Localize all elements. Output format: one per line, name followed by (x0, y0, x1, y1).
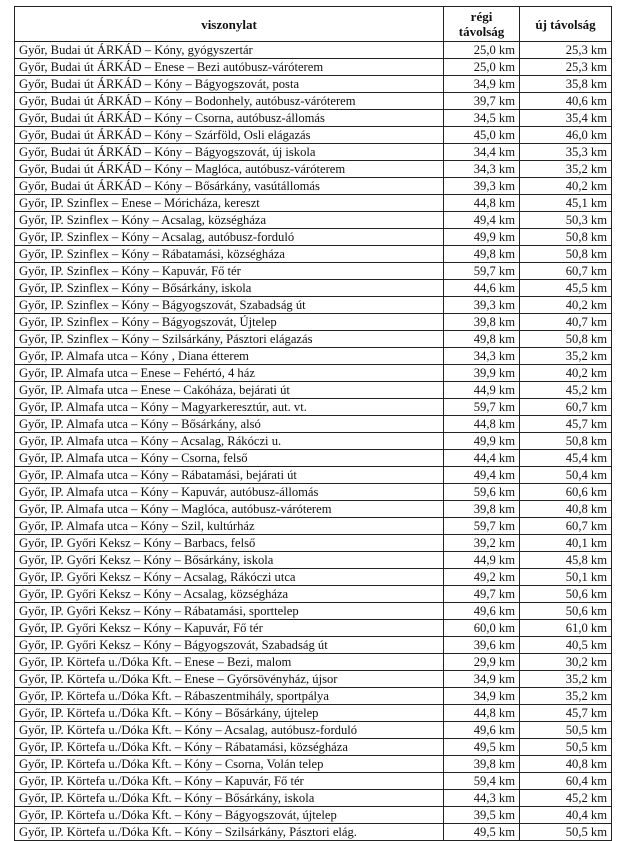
old-distance-cell: 59,4 km (444, 773, 520, 790)
new-distance-cell: 50,6 km (520, 586, 612, 603)
table-row (15, 518, 612, 535)
old-distance-cell: 34,9 km (444, 688, 520, 705)
table-row (15, 450, 612, 467)
new-distance-cell: 35,2 km (520, 688, 612, 705)
route-cell: Győr, Budai út ÁRKÁD – Kóny – Bodonhely, autóbusz-váróterem (15, 93, 444, 110)
old-distance-cell: 49,6 km (444, 603, 520, 620)
table-row (15, 59, 612, 76)
table-header (15, 7, 612, 42)
old-distance-cell: 25,0 km (444, 59, 520, 76)
table-row (15, 144, 612, 161)
route-cell: Győr, IP. Körtefa u./Dóka Kft. – Kóny – Csorna, Volán telep (15, 756, 444, 773)
old-distance-cell: 49,2 km (444, 569, 520, 586)
old-distance-cell: 59,7 km (444, 399, 520, 416)
old-distance-cell: 59,7 km (444, 518, 520, 535)
old-distance-cell: 44,9 km (444, 382, 520, 399)
new-distance-cell: 40,8 km (520, 756, 612, 773)
route-cell: Győr, IP. Szinflex – Kóny – Kapuvár, Fő tér (15, 263, 444, 280)
new-distance-cell: 25,3 km (520, 42, 612, 59)
table-row (15, 263, 612, 280)
new-distance-cell: 40,1 km (520, 535, 612, 552)
old-distance-cell: 25,0 km (444, 42, 520, 59)
table-row (15, 790, 612, 807)
route-cell: Győr, Budai út ÁRKÁD – Kóny – Bágyogszovát, posta (15, 76, 444, 93)
route-cell: Győr, IP. Körtefa u./Dóka Kft. – Kóny – Bősárkány, újtelep (15, 705, 444, 722)
route-cell: Győr, Budai út ÁRKÁD – Kóny, gyógyszertár (15, 42, 444, 59)
new-distance-cell: 60,7 km (520, 399, 612, 416)
old-distance-cell: 44,9 km (444, 552, 520, 569)
old-distance-cell: 34,5 km (444, 110, 520, 127)
route-cell: Győr, IP. Almafa utca – Enese – Fehértó, 4 ház (15, 365, 444, 382)
new-distance-cell: 45,7 km (520, 705, 612, 722)
header-route: viszonylat (15, 7, 444, 42)
old-distance-cell: 39,8 km (444, 314, 520, 331)
route-cell: Győr, IP. Győri Keksz – Kóny – Acsalag, községháza (15, 586, 444, 603)
route-cell: Győr, Budai út ÁRKÁD – Kóny – Csorna, autóbusz-állomás (15, 110, 444, 127)
route-cell: Győr, IP. Győri Keksz – Kóny – Rábatamási, sporttelep (15, 603, 444, 620)
old-distance-cell: 59,7 km (444, 263, 520, 280)
table-row (15, 603, 612, 620)
route-cell: Győr, Budai út ÁRKÁD – Enese – Bezi autóbusz-váróterem (15, 59, 444, 76)
new-distance-cell: 60,4 km (520, 773, 612, 790)
new-distance-cell: 50,8 km (520, 229, 612, 246)
table-row (15, 501, 612, 518)
table-row (15, 42, 612, 59)
route-cell: Győr, IP. Almafa utca – Kóny – Szil, kultúrház (15, 518, 444, 535)
route-cell: Győr, Budai út ÁRKÁD – Kóny – Bágyogszovát, új iskola (15, 144, 444, 161)
table-row (15, 331, 612, 348)
table-row (15, 620, 612, 637)
table-row (15, 314, 612, 331)
new-distance-cell: 40,4 km (520, 807, 612, 824)
route-cell: Győr, IP. Körtefa u./Dóka Kft. – Kóny – Acsalag, autóbusz-forduló (15, 722, 444, 739)
route-cell: Győr, IP. Szinflex – Kóny – Szilsárkány, Pásztori elágazás (15, 331, 444, 348)
table-row (15, 212, 612, 229)
old-distance-cell: 49,8 km (444, 331, 520, 348)
table-body (15, 42, 612, 841)
old-distance-cell: 39,3 km (444, 178, 520, 195)
old-distance-cell: 39,9 km (444, 365, 520, 382)
route-cell: Győr, IP. Körtefa u./Dóka Kft. – Kóny – Rábatamási, községháza (15, 739, 444, 756)
old-distance-cell: 39,5 km (444, 807, 520, 824)
route-cell: Győr, IP. Almafa utca – Kóny , Diana étterem (15, 348, 444, 365)
table-row (15, 195, 612, 212)
route-cell: Győr, IP. Szinflex – Kóny – Bágyogszovát, Újtelep (15, 314, 444, 331)
route-cell: Győr, IP. Körtefa u./Dóka Kft. – Kóny – Szilsárkány, Pásztori elág. (15, 824, 444, 841)
route-cell: Győr, IP. Győri Keksz – Kóny – Barbacs, felső (15, 535, 444, 552)
table-row (15, 467, 612, 484)
table-row (15, 739, 612, 756)
old-distance-cell: 34,9 km (444, 671, 520, 688)
old-distance-cell: 49,4 km (444, 212, 520, 229)
new-distance-cell: 40,2 km (520, 365, 612, 382)
table-row (15, 671, 612, 688)
new-distance-cell: 30,2 km (520, 654, 612, 671)
old-distance-cell: 34,3 km (444, 348, 520, 365)
table-row (15, 365, 612, 382)
new-distance-cell: 40,7 km (520, 314, 612, 331)
old-distance-cell: 34,3 km (444, 161, 520, 178)
route-cell: Győr, IP. Almafa utca – Kóny – Kapuvár, autóbusz-állomás (15, 484, 444, 501)
route-cell: Győr, IP. Körtefa u./Dóka Kft. – Kóny – Kapuvár, Fő tér (15, 773, 444, 790)
old-distance-cell: 44,8 km (444, 705, 520, 722)
header-new-distance: új távolság (520, 7, 612, 42)
route-cell: Győr, IP. Almafa utca – Kóny – Csorna, felső (15, 450, 444, 467)
table-row (15, 705, 612, 722)
new-distance-cell: 35,4 km (520, 110, 612, 127)
route-cell: Győr, IP. Szinflex – Kóny – Acsalag, községháza (15, 212, 444, 229)
new-distance-cell: 40,2 km (520, 297, 612, 314)
distance-table (14, 6, 612, 841)
table-row (15, 229, 612, 246)
table-row (15, 756, 612, 773)
old-distance-cell: 44,4 km (444, 450, 520, 467)
old-distance-cell: 45,0 km (444, 127, 520, 144)
table-row (15, 416, 612, 433)
old-distance-cell: 44,8 km (444, 195, 520, 212)
new-distance-cell: 45,7 km (520, 416, 612, 433)
route-cell: Győr, IP. Körtefa u./Dóka Kft. – Rábaszentmihály, sportpálya (15, 688, 444, 705)
old-distance-cell: 34,9 km (444, 76, 520, 93)
old-distance-cell: 44,6 km (444, 280, 520, 297)
new-distance-cell: 50,5 km (520, 824, 612, 841)
table-row (15, 348, 612, 365)
old-distance-cell: 44,3 km (444, 790, 520, 807)
new-distance-cell: 40,6 km (520, 93, 612, 110)
old-distance-cell: 49,8 km (444, 246, 520, 263)
new-distance-cell: 45,8 km (520, 552, 612, 569)
old-distance-cell: 49,5 km (444, 739, 520, 756)
route-cell: Győr, IP. Körtefa u./Dóka Kft. – Kóny – Bősárkány, iskola (15, 790, 444, 807)
table-row (15, 399, 612, 416)
table-row (15, 110, 612, 127)
table-row (15, 807, 612, 824)
table-row (15, 722, 612, 739)
new-distance-cell: 60,6 km (520, 484, 612, 501)
table-row (15, 654, 612, 671)
table-row (15, 569, 612, 586)
route-cell: Győr, IP. Szinflex – Enese – Móricháza, kereszt (15, 195, 444, 212)
new-distance-cell: 50,8 km (520, 246, 612, 263)
route-cell: Győr, Budai út ÁRKÁD – Kóny – Maglóca, autóbusz-váróterem (15, 161, 444, 178)
old-distance-cell: 39,8 km (444, 756, 520, 773)
table-row (15, 127, 612, 144)
new-distance-cell: 40,5 km (520, 637, 612, 654)
old-distance-cell: 49,9 km (444, 229, 520, 246)
route-cell: Győr, IP. Szinflex – Kóny – Rábatamási, községháza (15, 246, 444, 263)
old-distance-cell: 49,7 km (444, 586, 520, 603)
route-cell: Győr, IP. Almafa utca – Kóny – Acsalag, Rákóczi u. (15, 433, 444, 450)
new-distance-cell: 46,0 km (520, 127, 612, 144)
old-distance-cell: 39,8 km (444, 501, 520, 518)
new-distance-cell: 45,2 km (520, 382, 612, 399)
old-distance-cell: 39,7 km (444, 93, 520, 110)
table-row (15, 535, 612, 552)
route-cell: Győr, IP. Győri Keksz – Kóny – Kapuvár, Fő tér (15, 620, 444, 637)
route-cell: Győr, IP. Győri Keksz – Kóny – Bősárkány, iskola (15, 552, 444, 569)
old-distance-cell: 39,3 km (444, 297, 520, 314)
table-row (15, 280, 612, 297)
table-row (15, 824, 612, 841)
table-row (15, 382, 612, 399)
header-row (15, 7, 612, 42)
route-cell: Győr, IP. Almafa utca – Enese – Cakóháza, bejárati út (15, 382, 444, 399)
table-row (15, 688, 612, 705)
route-cell: Győr, IP. Szinflex – Kóny – Bágyogszovát, Szabadság út (15, 297, 444, 314)
route-cell: Győr, Budai út ÁRKÁD – Kóny – Szárföld, Osli elágazás (15, 127, 444, 144)
new-distance-cell: 61,0 km (520, 620, 612, 637)
new-distance-cell: 50,4 km (520, 467, 612, 484)
old-distance-cell: 49,6 km (444, 722, 520, 739)
new-distance-cell: 60,7 km (520, 518, 612, 535)
table-row (15, 552, 612, 569)
route-cell: Győr, IP. Szinflex – Kóny – Acsalag, autóbusz-forduló (15, 229, 444, 246)
route-cell: Győr, Budai út ÁRKÁD – Kóny – Bősárkány, vasútállomás (15, 178, 444, 195)
route-cell: Győr, IP. Győri Keksz – Kóny – Acsalag, Rákóczi utca (15, 569, 444, 586)
new-distance-cell: 35,2 km (520, 161, 612, 178)
old-distance-cell: 59,6 km (444, 484, 520, 501)
old-distance-cell: 49,5 km (444, 824, 520, 841)
new-distance-cell: 45,1 km (520, 195, 612, 212)
table-row (15, 178, 612, 195)
new-distance-cell: 35,8 km (520, 76, 612, 93)
route-cell: Győr, IP. Almafa utca – Kóny – Bősárkány, alsó (15, 416, 444, 433)
new-distance-cell: 25,3 km (520, 59, 612, 76)
new-distance-cell: 40,8 km (520, 501, 612, 518)
old-distance-cell: 49,4 km (444, 467, 520, 484)
table-row (15, 93, 612, 110)
old-distance-cell: 34,4 km (444, 144, 520, 161)
route-cell: Győr, IP. Körtefa u./Dóka Kft. – Enese – Bezi, malom (15, 654, 444, 671)
new-distance-cell: 45,4 km (520, 450, 612, 467)
route-cell: Győr, IP. Körtefa u./Dóka Kft. – Kóny – Bágyogszovát, újtelep (15, 807, 444, 824)
new-distance-cell: 50,5 km (520, 739, 612, 756)
old-distance-cell: 39,6 km (444, 637, 520, 654)
new-distance-cell: 35,2 km (520, 671, 612, 688)
table-row (15, 246, 612, 263)
table-row (15, 637, 612, 654)
header-old-distance: régi távolság (444, 7, 520, 42)
old-distance-cell: 44,8 km (444, 416, 520, 433)
new-distance-cell: 50,6 km (520, 603, 612, 620)
new-distance-cell: 35,2 km (520, 348, 612, 365)
new-distance-cell: 50,8 km (520, 433, 612, 450)
new-distance-cell: 50,3 km (520, 212, 612, 229)
route-cell: Győr, IP. Almafa utca – Kóny – Magyarkeresztúr, aut. vt. (15, 399, 444, 416)
route-cell: Győr, IP. Győri Keksz – Kóny – Bágyogszovát, Szabadság út (15, 637, 444, 654)
new-distance-cell: 50,1 km (520, 569, 612, 586)
old-distance-cell: 60,0 km (444, 620, 520, 637)
old-distance-cell: 49,9 km (444, 433, 520, 450)
new-distance-cell: 60,7 km (520, 263, 612, 280)
old-distance-cell: 39,2 km (444, 535, 520, 552)
table-row (15, 76, 612, 93)
new-distance-cell: 40,2 km (520, 178, 612, 195)
new-distance-cell: 50,8 km (520, 331, 612, 348)
route-cell: Győr, IP. Körtefa u./Dóka Kft. – Enese – Győrsövényház, újsor (15, 671, 444, 688)
new-distance-cell: 45,2 km (520, 790, 612, 807)
route-cell: Győr, IP. Szinflex – Kóny – Bősárkány, iskola (15, 280, 444, 297)
old-distance-cell: 29,9 km (444, 654, 520, 671)
new-distance-cell: 35,3 km (520, 144, 612, 161)
table-row (15, 433, 612, 450)
route-cell: Győr, IP. Almafa utca – Kóny – Rábatamási, bejárati út (15, 467, 444, 484)
new-distance-cell: 50,5 km (520, 722, 612, 739)
table-row (15, 586, 612, 603)
table-row (15, 484, 612, 501)
table-row (15, 773, 612, 790)
route-cell: Győr, IP. Almafa utca – Kóny – Maglóca, autóbusz-váróterem (15, 501, 444, 518)
new-distance-cell: 45,5 km (520, 280, 612, 297)
table-row (15, 161, 612, 178)
table-row (15, 297, 612, 314)
